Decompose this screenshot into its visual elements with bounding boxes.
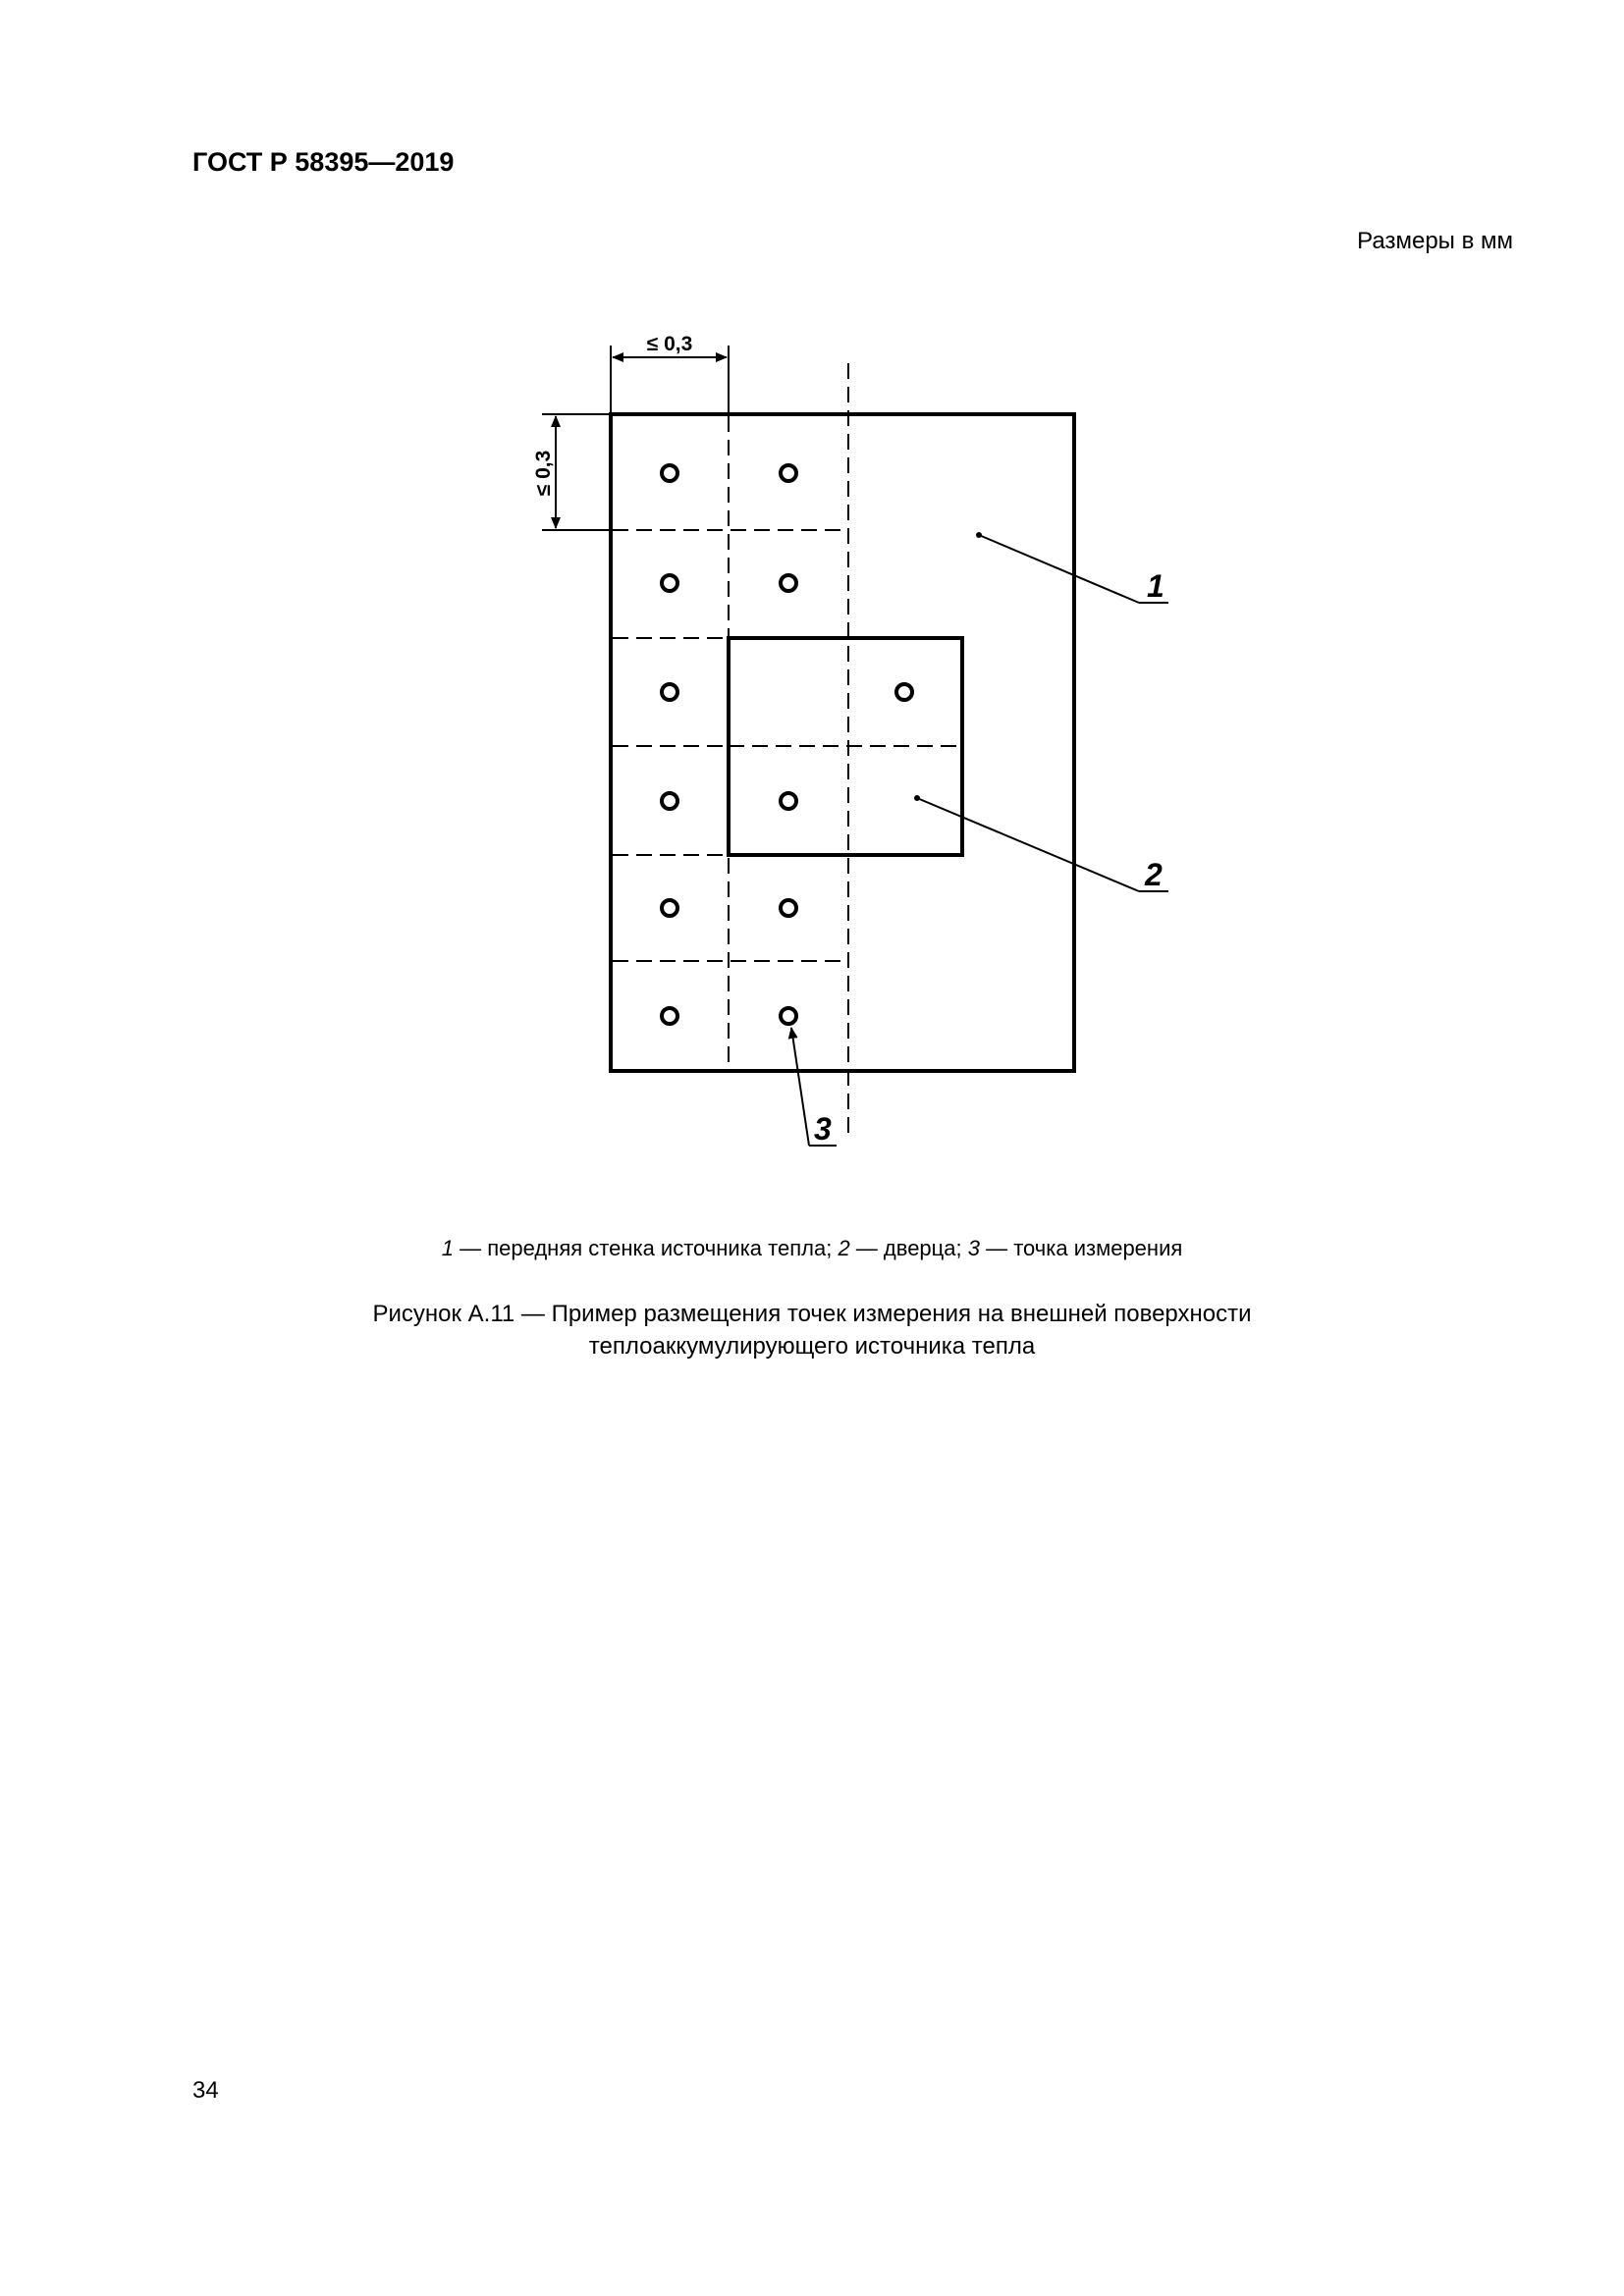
- horizontal-dimension: [611, 346, 729, 414]
- measurement-point: [781, 1008, 796, 1024]
- measurement-point: [662, 793, 677, 809]
- units-note: Размеры в мм: [1357, 228, 1513, 254]
- measurement-point: [781, 575, 796, 591]
- measurement-point: [781, 465, 796, 481]
- measurement-point: [662, 900, 677, 916]
- front-wall-outline: [611, 414, 1074, 1071]
- vertical-dimension-label: ≤ 0,3: [532, 450, 555, 497]
- measurement-point: [781, 793, 796, 809]
- caption-line-2: теплоаккумулирующего источника тепла: [588, 1333, 1036, 1360]
- measurement-point: [662, 575, 677, 591]
- measurement-points: [662, 465, 912, 1024]
- callout-1-label: 1: [1147, 568, 1164, 604]
- legend-text-1: — передняя стенка источника тепла;: [453, 1236, 839, 1260]
- legend-num-3: 3: [967, 1236, 980, 1260]
- callout-2-label: 2: [1145, 857, 1163, 892]
- measurement-point: [896, 684, 912, 700]
- page-number: 34: [192, 2077, 219, 2104]
- measurement-point: [781, 900, 796, 916]
- legend-text-3: — точка измерения: [979, 1236, 1183, 1260]
- caption-line-1: Рисунок А.11 — Пример размещения точек измерения на внешней поверхности: [372, 1301, 1252, 1327]
- legend-num-1: 1: [441, 1236, 454, 1260]
- measurement-point: [662, 1008, 677, 1024]
- legend-num-2: 2: [838, 1236, 850, 1260]
- horizontal-dimension-label: ≤ 0,3: [646, 333, 693, 355]
- figure-legend: [0, 1236, 1624, 1261]
- legend-text-2: — дверца;: [849, 1236, 968, 1260]
- measurement-point: [662, 465, 677, 481]
- document-header: ГОСТ Р 58395—2019: [192, 147, 455, 177]
- measurement-point: [662, 684, 677, 700]
- callout-2-leader: [915, 796, 1168, 891]
- figure-caption: [0, 1298, 1624, 1362]
- callout-3-label: 3: [814, 1111, 832, 1147]
